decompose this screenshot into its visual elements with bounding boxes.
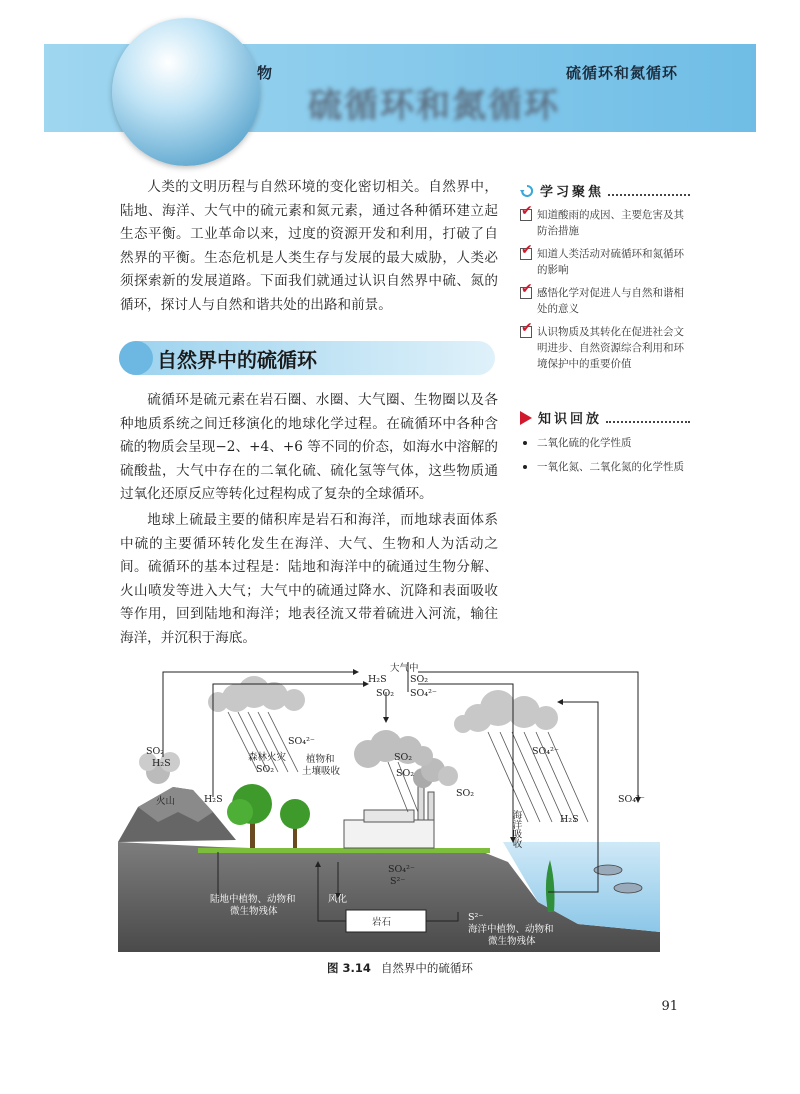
header-left-text: 物	[257, 64, 273, 82]
play-triangle-icon	[520, 411, 532, 425]
knowledge-review-title: 知识回放	[538, 412, 603, 427]
focus-item: ✔ 认识物质及其转化在促进社会文明进步、自然资源综合利用和环境保护中的重要价值	[521, 320, 684, 370]
intro-paragraph: 人类的文明历程与自然环境的变化密切相关。自然界中，陆地、海洋、大气中的硫元素和氮元素，通过各种循环建立起生态平衡。工业革命以来，过度的资源开发和利用，打破了自然界的平衡。生态危机是人类生存与发展的最大威胁，人类必须探索新的发展道路。下面我们就通过认识自然界中硫、氮的循环，探讨人与自然和谐共处的出路和前景。	[120, 179, 498, 313]
learning-focus-heading	[520, 181, 690, 200]
section-title: 自然界中的硫循环	[157, 348, 317, 372]
focus-item: ✔ 知道酸雨的成因、主要危害及其防治措施	[521, 203, 684, 237]
label-h2s-top: H₂S	[368, 674, 387, 685]
label-atmosphere: 大气中	[390, 663, 419, 674]
check-icon: ✔	[521, 281, 533, 297]
learning-focus-box	[520, 181, 690, 372]
label-so2-top: SO₂	[410, 674, 429, 685]
knowledge-review-heading	[520, 408, 690, 427]
grass-strip	[198, 848, 490, 853]
figure-caption-number: 图 3.14	[327, 961, 371, 975]
label-s2-ground: S²⁻	[390, 876, 406, 887]
label-plant-soil-1: 植物和	[306, 754, 335, 765]
label-so4-fire: SO₄²⁻	[288, 736, 315, 747]
label-forest-fire: 森林火灾	[248, 752, 287, 763]
label-ocean-absorb: 海洋吸收	[510, 810, 522, 848]
check-icon: ✔	[521, 242, 533, 258]
check-icon: ✔	[521, 203, 533, 219]
section-heading-pill	[119, 341, 495, 375]
focus-item: ✔ 知道人类活动对硫循环和氮循环的影响	[521, 242, 684, 276]
label-so4-right: SO₄²⁻	[618, 794, 645, 805]
label-so3-factory: SO₂	[394, 752, 413, 763]
label-h2s-volcano: H₂S	[152, 758, 171, 769]
label-rock: 岩石	[372, 917, 392, 928]
label-so2-row2: SO₂	[376, 688, 395, 699]
label-h2s-sea: H₂S	[560, 814, 579, 825]
factory-building	[344, 820, 434, 848]
label-h2s-land: H₂S	[204, 794, 223, 805]
label-land-remains-1: 陆地中植物、动物和	[210, 894, 296, 905]
header-sphere-decoration	[112, 18, 260, 166]
label-so4-ground: SO₄²⁻	[388, 864, 415, 875]
label-volcano: 火山	[156, 796, 176, 807]
header-chapter-title: 硫循环和氮循环	[565, 64, 678, 82]
label-land-remains-2: 微生物残体	[230, 906, 278, 917]
section-paragraph-1: 硫循环是硫元素在岩石圈、水圈、大气圈、生物圈以及各种地质系统之间迁移演化的地球化学过程。在硫循环中各种含硫的物质会呈现−2、+4、+6 等不同的价态，如海水中溶解的硫酸盐，大气中存在的二氧化硫、硫化氢等气体，这些物质通过氧化还原反应等转化过程构成了复杂的全球循环。	[120, 392, 498, 503]
label-so2-volcano: SO₂	[146, 746, 165, 757]
review-item: 二氧化硫的化学性质	[520, 435, 690, 451]
page-number: 91	[661, 999, 678, 1014]
tree	[280, 799, 310, 829]
label-ocean-remains-2: 微生物残体	[488, 936, 536, 947]
label-plant-soil-2: 土壤吸收	[302, 766, 341, 777]
figure-caption	[0, 960, 800, 976]
label-so4-row2: SO₄²⁻	[410, 688, 437, 699]
learning-focus-title: 学习聚焦	[540, 185, 605, 200]
label-so2-factory: SO₂	[396, 768, 415, 779]
label-so4-rain: SO₄²⁻	[532, 746, 559, 757]
review-item: 一氧化氮、二氧化氮的化学性质	[520, 459, 690, 475]
check-icon: ✔	[521, 320, 533, 336]
refresh-icon	[520, 184, 534, 198]
fish	[614, 883, 642, 893]
focus-item: ✔ 感悟化学对促进人与自然和谐相处的意义	[521, 281, 684, 315]
figure-caption-text: 自然界中的硫循环	[380, 961, 473, 975]
sulfur-cycle-diagram	[118, 662, 660, 952]
label-s2-sea: S²⁻	[468, 912, 484, 923]
label-so2-smoke: SO₂	[456, 788, 475, 799]
header-big-title: 硫循环和氮循环	[308, 86, 560, 126]
label-ocean-remains-1: 海洋中植物、动物和	[468, 924, 554, 935]
label-weathering: 风化	[328, 894, 348, 905]
label-so2-fire: SO₂	[256, 764, 275, 775]
section-heading-cap	[119, 341, 153, 375]
knowledge-review-box	[520, 408, 690, 475]
section-paragraph-2: 地球上硫最主要的储积库是岩石和海洋，而地球表面体系中硫的主要循环转化发生在海洋、大气、生物和人为活动之间。硫循环的基本过程是：陆地和海洋中的硫通过生物分解、火山喷发等进入大气；大气中的硫通过降水、沉降和表面吸收等作用，回到陆地和海洋；地表径流又带着硫进入河流，输往海洋，并沉积于海底。	[120, 512, 498, 646]
